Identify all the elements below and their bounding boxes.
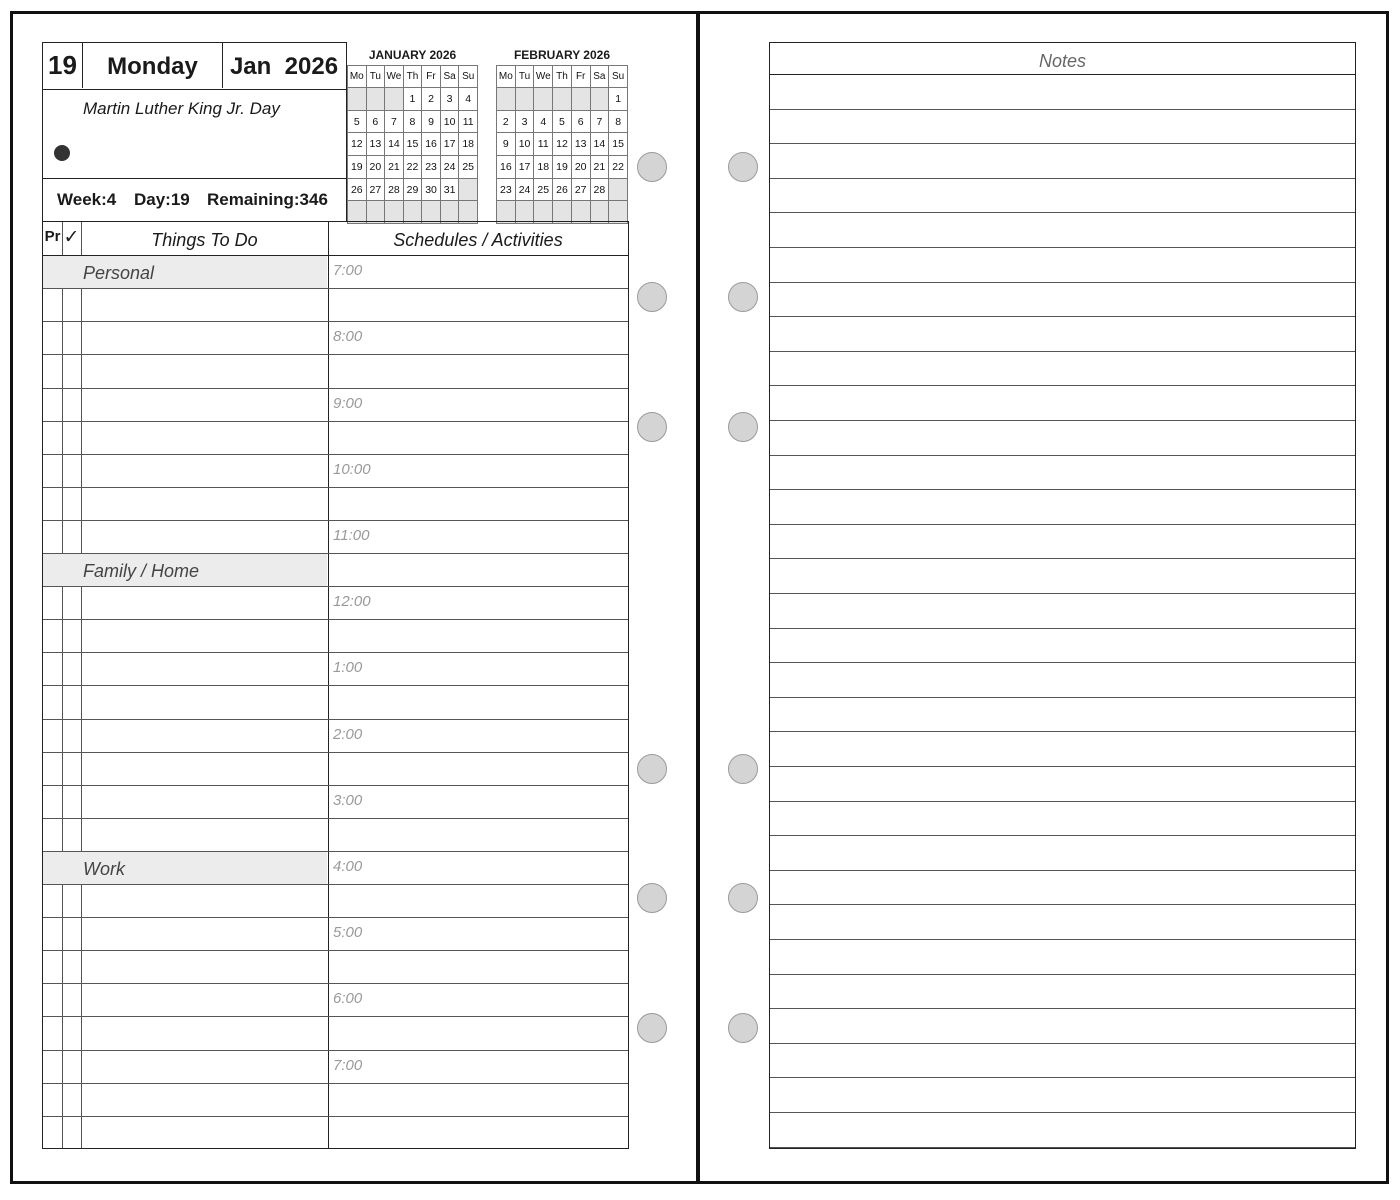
holiday-box xyxy=(42,89,347,179)
calendar-day-cell: 28 xyxy=(385,178,404,201)
calendar-day-cell: 24 xyxy=(440,156,459,179)
calendar-day-cell: 27 xyxy=(571,178,590,201)
calendar-day-cell: 1 xyxy=(403,88,422,111)
schedule-time-label: 11:00 xyxy=(333,527,370,544)
calendar-day-cell: 2 xyxy=(422,88,441,111)
calendar-weekday-header: Tu xyxy=(366,66,385,88)
calendar-weekday-header: We xyxy=(534,66,553,88)
calendar-title: FEBRUARY 2026 xyxy=(513,48,611,62)
calendar-day-cell: 20 xyxy=(571,156,590,179)
mini-calendar-february xyxy=(496,48,628,224)
day-stat: Day:19 xyxy=(134,190,190,209)
calendar-day-cell: 26 xyxy=(553,178,572,201)
binder-hole xyxy=(728,883,758,913)
section-personal-label: Personal xyxy=(83,263,155,283)
calendar-day-cell: 5 xyxy=(348,110,367,133)
calendar-day-cell xyxy=(590,88,609,111)
calendar-day-cell: 7 xyxy=(590,110,609,133)
calendar-day-cell: 21 xyxy=(385,156,404,179)
calendar-day-cell: 20 xyxy=(366,156,385,179)
calendar-day-cell: 16 xyxy=(497,156,516,179)
day-number: 19 xyxy=(43,43,83,88)
binder-hole xyxy=(637,1013,667,1043)
calendar-day-cell: 7 xyxy=(385,110,404,133)
calendar-weekday-header: Fr xyxy=(422,66,441,88)
schedule-time-label: 5:00 xyxy=(333,924,363,942)
calendar-day-cell: 22 xyxy=(403,156,422,179)
calendar-day-cell: 18 xyxy=(534,156,553,179)
calendar-day-cell: 14 xyxy=(590,133,609,156)
calendar-day-cell xyxy=(366,88,385,111)
calendar-weekday-header: Sa xyxy=(440,66,459,88)
binder-hole xyxy=(637,754,667,784)
binder-hole xyxy=(728,1013,758,1043)
calendar-day-cell: 13 xyxy=(571,133,590,156)
weekday: Monday xyxy=(83,43,223,88)
calendar-day-cell xyxy=(497,88,516,111)
day-stats xyxy=(42,178,347,222)
calendar-title: JANUARY 2026 xyxy=(368,48,457,62)
calendar-day-cell: 15 xyxy=(609,133,628,156)
binder-hole xyxy=(728,282,758,312)
binder-hole xyxy=(637,282,667,312)
calendar-weekday-header: Fr xyxy=(571,66,590,88)
calendar-day-cell: 21 xyxy=(590,156,609,179)
calendar-weekday-header: We xyxy=(385,66,404,88)
binder-hole xyxy=(637,152,667,182)
calendar-day-cell: 3 xyxy=(515,110,534,133)
calendar-day-cell: 25 xyxy=(534,178,553,201)
calendar-day-cell xyxy=(515,88,534,111)
mini-calendar-january xyxy=(347,48,478,224)
calendar-weekday-header: Su xyxy=(459,66,478,88)
calendar-day-cell: 5 xyxy=(553,110,572,133)
calendar-day-cell: 15 xyxy=(403,133,422,156)
calendar-day-cell: 22 xyxy=(609,156,628,179)
schedule-time-label: 12:00 xyxy=(333,593,371,611)
notes-title: Notes xyxy=(1038,51,1087,71)
calendar-day-cell: 27 xyxy=(366,178,385,201)
calendar-day-cell: 9 xyxy=(497,133,516,156)
calendar-day-cell: 26 xyxy=(348,178,367,201)
schedule-time-label: 2:00 xyxy=(333,725,363,743)
binder-hole xyxy=(728,754,758,784)
binder-hole xyxy=(637,883,667,913)
schedule-time-label: 7:00 xyxy=(333,262,363,280)
holiday-name: Martin Luther King Jr. Day xyxy=(83,99,280,118)
calendar-day-cell: 2 xyxy=(497,110,516,133)
calendar-day-cell: 24 xyxy=(515,178,534,201)
calendar-day-cell: 14 xyxy=(385,133,404,156)
calendar-weekday-header: Su xyxy=(609,66,628,88)
calendar-day-cell: 19 xyxy=(553,156,572,179)
calendar-weekday-header: Th xyxy=(403,66,422,88)
month-year: Jan 2026 xyxy=(229,53,339,80)
remaining-stat: Remaining:346 xyxy=(207,190,328,209)
calendar-day-cell: 13 xyxy=(366,133,385,156)
calendar-day-cell: 12 xyxy=(553,133,572,156)
schedule-time-label: 7:00 xyxy=(333,1056,363,1074)
calendar-weekday-header: Tu xyxy=(515,66,534,88)
calendar-day-cell: 30 xyxy=(422,178,441,201)
schedule-time-label: 9:00 xyxy=(333,394,363,412)
calendar-day-cell: 31 xyxy=(440,178,459,201)
calendar-day-cell: 4 xyxy=(459,88,478,111)
schedule-time-label: 8:00 xyxy=(333,328,363,346)
schedule-time-label: 3:00 xyxy=(333,791,363,809)
calendar-day-cell xyxy=(348,88,367,111)
moon-phase-icon xyxy=(54,145,70,161)
date-header xyxy=(42,42,347,90)
schedule-time-label: 6:00 xyxy=(333,990,363,1008)
calendar-day-cell: 23 xyxy=(497,178,516,201)
calendar-day-cell: 16 xyxy=(422,133,441,156)
calendar-day-cell: 11 xyxy=(534,133,553,156)
schedule-time-label: 1:00 xyxy=(333,659,363,677)
calendar-day-cell: 11 xyxy=(459,110,478,133)
schedule-time-label: 10:00 xyxy=(333,460,371,478)
calendar-day-cell: 1 xyxy=(609,88,628,111)
calendar-day-cell: 23 xyxy=(422,156,441,179)
week-stat: Week:4 xyxy=(57,190,117,209)
binder-hole xyxy=(728,152,758,182)
check-column-header: ✓ xyxy=(63,227,80,248)
planner-grid xyxy=(42,221,629,1149)
binder-hole xyxy=(728,412,758,442)
things-to-do-title: Things To Do xyxy=(151,230,258,250)
binder-hole xyxy=(637,412,667,442)
calendar-day-cell xyxy=(571,88,590,111)
calendar-day-cell: 29 xyxy=(403,178,422,201)
calendar-day-cell: 8 xyxy=(403,110,422,133)
calendar-weekday-header: Mo xyxy=(348,66,367,88)
calendar-day-cell: 19 xyxy=(348,156,367,179)
calendar-day-cell: 9 xyxy=(422,110,441,133)
calendar-day-cell xyxy=(534,88,553,111)
priority-column-header: Pr xyxy=(44,228,61,245)
calendar-day-cell xyxy=(459,178,478,201)
calendar-day-cell: 17 xyxy=(515,156,534,179)
calendar-day-cell: 28 xyxy=(590,178,609,201)
calendar-day-cell: 18 xyxy=(459,133,478,156)
calendar-day-cell: 6 xyxy=(571,110,590,133)
calendar-weekday-header: Sa xyxy=(590,66,609,88)
calendar-day-cell: 6 xyxy=(366,110,385,133)
notes-box xyxy=(769,42,1356,1149)
calendar-day-cell xyxy=(553,88,572,111)
calendar-day-cell: 12 xyxy=(348,133,367,156)
calendar-day-cell: 10 xyxy=(515,133,534,156)
schedule-title: Schedules / Activities xyxy=(393,230,563,250)
calendar-day-cell: 8 xyxy=(609,110,628,133)
calendar-day-cell xyxy=(609,178,628,201)
schedule-time-label: 4:00 xyxy=(333,858,363,875)
calendar-day-cell: 25 xyxy=(459,156,478,179)
calendar-day-cell: 10 xyxy=(440,110,459,133)
calendar-weekday-header: Th xyxy=(553,66,572,88)
calendar-day-cell: 4 xyxy=(534,110,553,133)
section-work-label: Work xyxy=(83,859,125,879)
calendar-day-cell: 17 xyxy=(440,133,459,156)
section-family-label: Family / Home xyxy=(83,561,200,581)
calendar-day-cell: 3 xyxy=(440,88,459,111)
calendar-day-cell xyxy=(385,88,404,111)
calendar-weekday-header: Mo xyxy=(497,66,516,88)
